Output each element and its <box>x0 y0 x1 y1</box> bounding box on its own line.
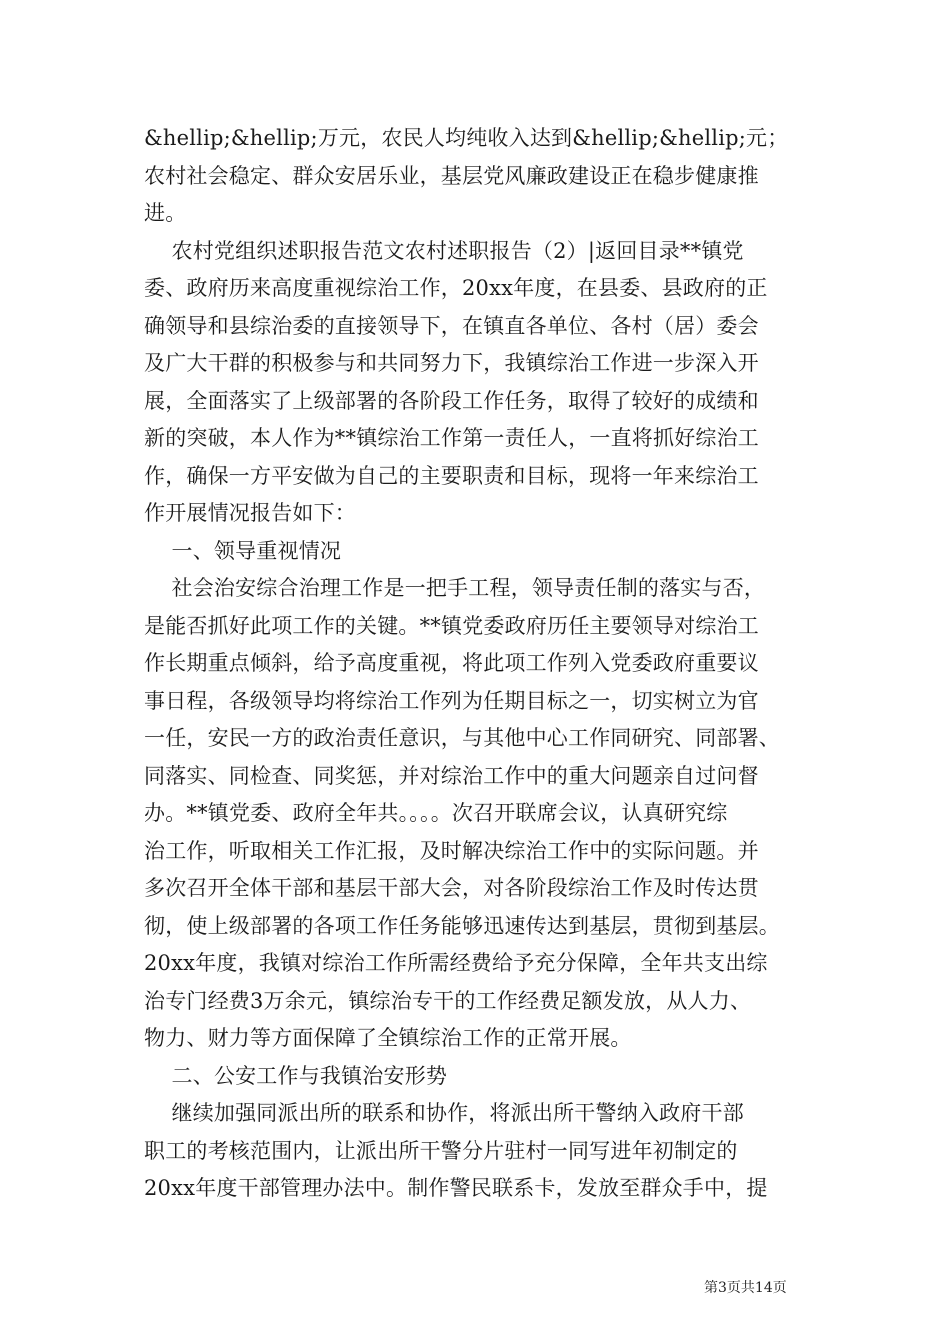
document-body <box>144 120 808 1208</box>
text-line: 社会治安综合治理工作是一把手工程，领导责任制的落实与否， <box>144 576 766 600</box>
text-line: 一任，安民一方的政治责任意识，与其他中心工作同研究、同部署、 <box>144 726 780 750</box>
page-number: 第3页共14页 <box>704 1280 787 1296</box>
text-line: 作开展情况报告如下： <box>144 501 356 525</box>
text-line: 作长期重点倾斜，给予高度重视，将此项工作列入党委政府重要议 <box>144 651 759 675</box>
text-line: 是能否抓好此项工作的关键。**镇党委政府历任主要领导对综治工 <box>144 613 759 638</box>
section-heading: 二、公安工作与我镇治安形势 <box>144 1063 448 1088</box>
text-line: 事日程，各级领导均将综治工作列为任期目标之一，切实树立为官 <box>144 688 759 713</box>
text-line: 同落实、同检查、同奖惩，并对综治工作中的重大问题亲自过问督 <box>144 763 759 788</box>
text-line: 进。 <box>144 201 187 225</box>
text-line: 多次召开全体干部和基层干部大会，对各阶段综治工作及时传达贯 <box>144 876 759 900</box>
text-line: 彻，使上级部署的各项工作任务能够迅速传达到基层，贯彻到基层。 <box>144 913 780 938</box>
text-line: 办。**镇党委、政府全年共。。。。次召开联席会议，认真研究综 <box>144 801 728 825</box>
text-line: 20xx年度，我镇对综治工作所需经费给予充分保障，全年共支出综 <box>144 951 768 975</box>
text-line: &hellip;&hellip;万元，农民人均纯收入达到&hellip;&hellip;元； <box>144 126 789 150</box>
section-heading: 一、领导重视情况 <box>144 538 342 563</box>
text-line: 继续加强同派出所的联系和协作，将派出所干警纳入政府干部 <box>144 1101 744 1125</box>
text-line: 20xx年度干部管理办法中。制作警民联系卡，发放至群众手中，提 <box>144 1176 768 1200</box>
text-line: 确领导和县综治委的直接领导下，在镇直各单位、各村（居）委会 <box>144 313 759 338</box>
text-line: 治专门经费3万余元，镇综治专干的工作经费足额发放，从人力、 <box>144 988 752 1013</box>
text-line: 作，确保一方平安做为自己的主要职责和目标，现将一年来综治工 <box>144 463 759 488</box>
text-line: 新的突破，本人作为**镇综治工作第一责任人，一直将抓好综治工 <box>144 426 759 450</box>
text-line: 农村社会稳定、群众安居乐业，基层党风廉政建设正在稳步健康推 <box>144 163 759 188</box>
text-line: 治工作，听取相关工作汇报，及时解决综治工作中的实际问题。并 <box>144 838 759 863</box>
text-line: 委、政府历来高度重视综治工作，20xx年度，在县委、县政府的正 <box>144 276 768 300</box>
text-line: 及广大干群的积极参与和共同努力下，我镇综治工作进一步深入开 <box>144 351 759 375</box>
text-line: 职工的考核范围内，让派出所干警分片驻村一同写进年初制定的 <box>144 1138 738 1163</box>
text-line: 物力、财力等方面保障了全镇综治工作的正常开展。 <box>144 1026 632 1050</box>
text-line: 展，全面落实了上级部署的各阶段工作任务，取得了较好的成绩和 <box>144 388 759 413</box>
text-line: 农村党组织述职报告范文农村述职报告（2）|返回目录**镇党 <box>144 238 744 263</box>
